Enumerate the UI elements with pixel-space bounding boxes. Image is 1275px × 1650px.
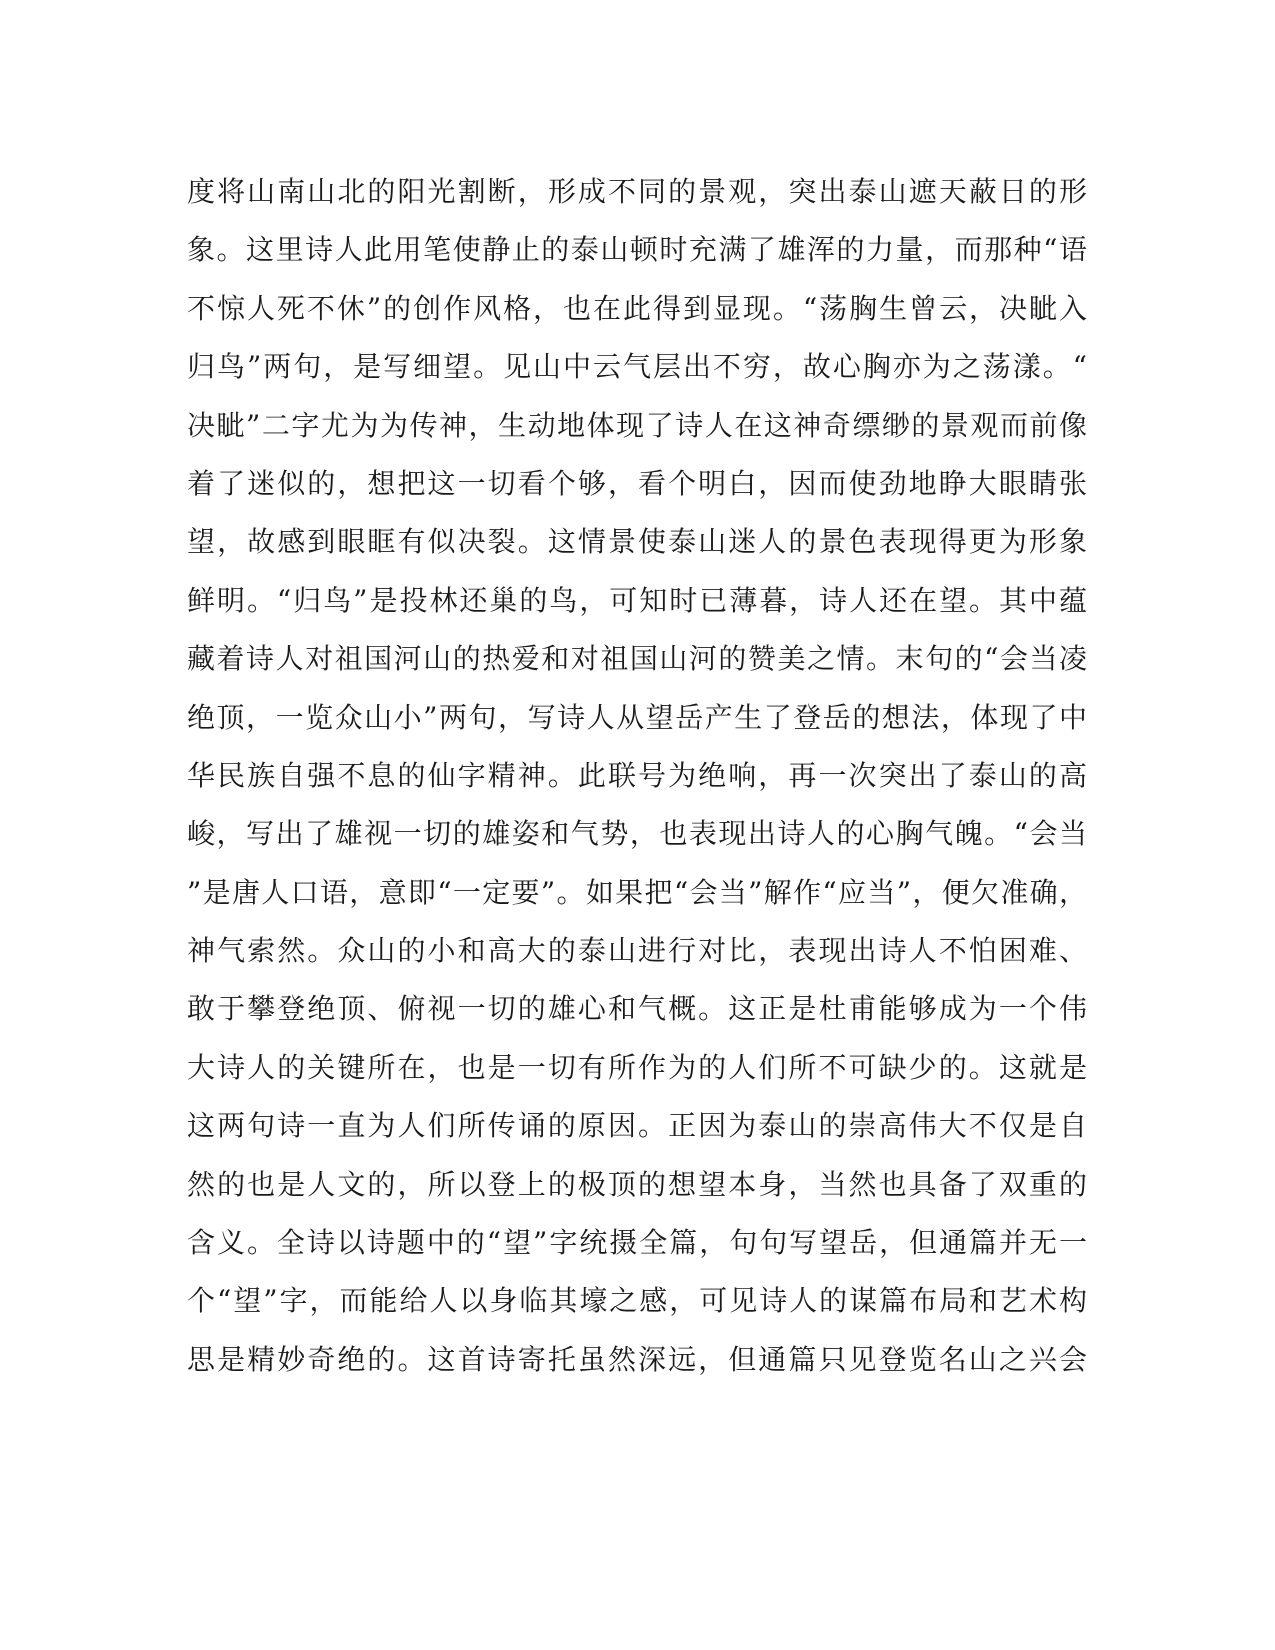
text-line: 然的也是人文的，所以登上的极顶的想望本身，当然也具备了双重的	[187, 1167, 1087, 1201]
text-line: 敢于攀登绝顶、俯视一切的雄心和气概。这正是杜甫能够成为一个伟	[187, 992, 1087, 1026]
text-line: 大诗人的关键所在，也是一切有所作为的人们所不可缺少的。这就是	[187, 1050, 1087, 1084]
text-line: ”是唐人口语，意即“一定要”。如果把“会当”解作“应当”，便欠准确，	[187, 875, 1087, 909]
text-line: 峻，写出了雄视一切的雄姿和气势，也表现出诗人的心胸气魄。“会当	[187, 817, 1087, 851]
text-line: 思是精妙奇绝的。这首诗寄托虽然深远，但通篇只见登览名山之兴会	[187, 1342, 1087, 1376]
text-line: 着了迷似的，想把这一切看个够，看个明白，因而使劲地睁大眼睛张	[187, 466, 1087, 500]
text-line: 这两句诗一直为人们所传诵的原因。正因为泰山的崇高伟大不仅是自	[187, 1109, 1087, 1143]
text-line: 藏着诗人对祖国河山的热爱和对祖国山河的赞美之情。末句的“会当凌	[187, 642, 1087, 676]
text-line: 华民族自强不息的仙字精神。此联号为绝响，再一次突出了泰山的高	[187, 758, 1087, 792]
text-line: 神气索然。众山的小和高大的泰山进行对比，表现出诗人不怕困难、	[187, 934, 1087, 968]
text-line: 度将山南山北的阳光割断，形成不同的景观，突出泰山遮天蔽日的形	[187, 175, 1087, 208]
text-line: 绝顶，一览众山小”两句，写诗人从望岳产生了登岳的想法，体现了中	[187, 700, 1087, 734]
text-line: 鲜明。“归鸟”是投林还巢的鸟，可知时已薄暮，诗人还在望。其中蕴	[187, 583, 1087, 617]
text-line: 归鸟”两句，是写细望。见山中云气层出不穷，故心胸亦为之荡漾。“	[187, 350, 1087, 384]
text-line: 不惊人死不休”的创作风格，也在此得到显现。“荡胸生曾云，决眦入	[187, 291, 1087, 325]
text-line: 个“望”字，而能给人以身临其壕之感，可见诗人的谋篇布局和艺术构	[187, 1284, 1087, 1318]
text-line: 含义。全诗以诗题中的“望”字统摄全篇，句句写望岳，但通篇并无一	[187, 1226, 1087, 1260]
body-paragraph	[187, 163, 1087, 1389]
text-line: 望，故感到眼眶有似决裂。这情景使泰山迷人的景色表现得更为形象	[187, 525, 1087, 559]
text-line: 决眦”二字尤为为传神，生动地体现了诗人在这神奇缥缈的景观而前像	[187, 408, 1087, 442]
text-line: 象。这里诗人此用笔使静止的泰山顿时充满了雄浑的力量，而那种“语	[187, 233, 1087, 267]
